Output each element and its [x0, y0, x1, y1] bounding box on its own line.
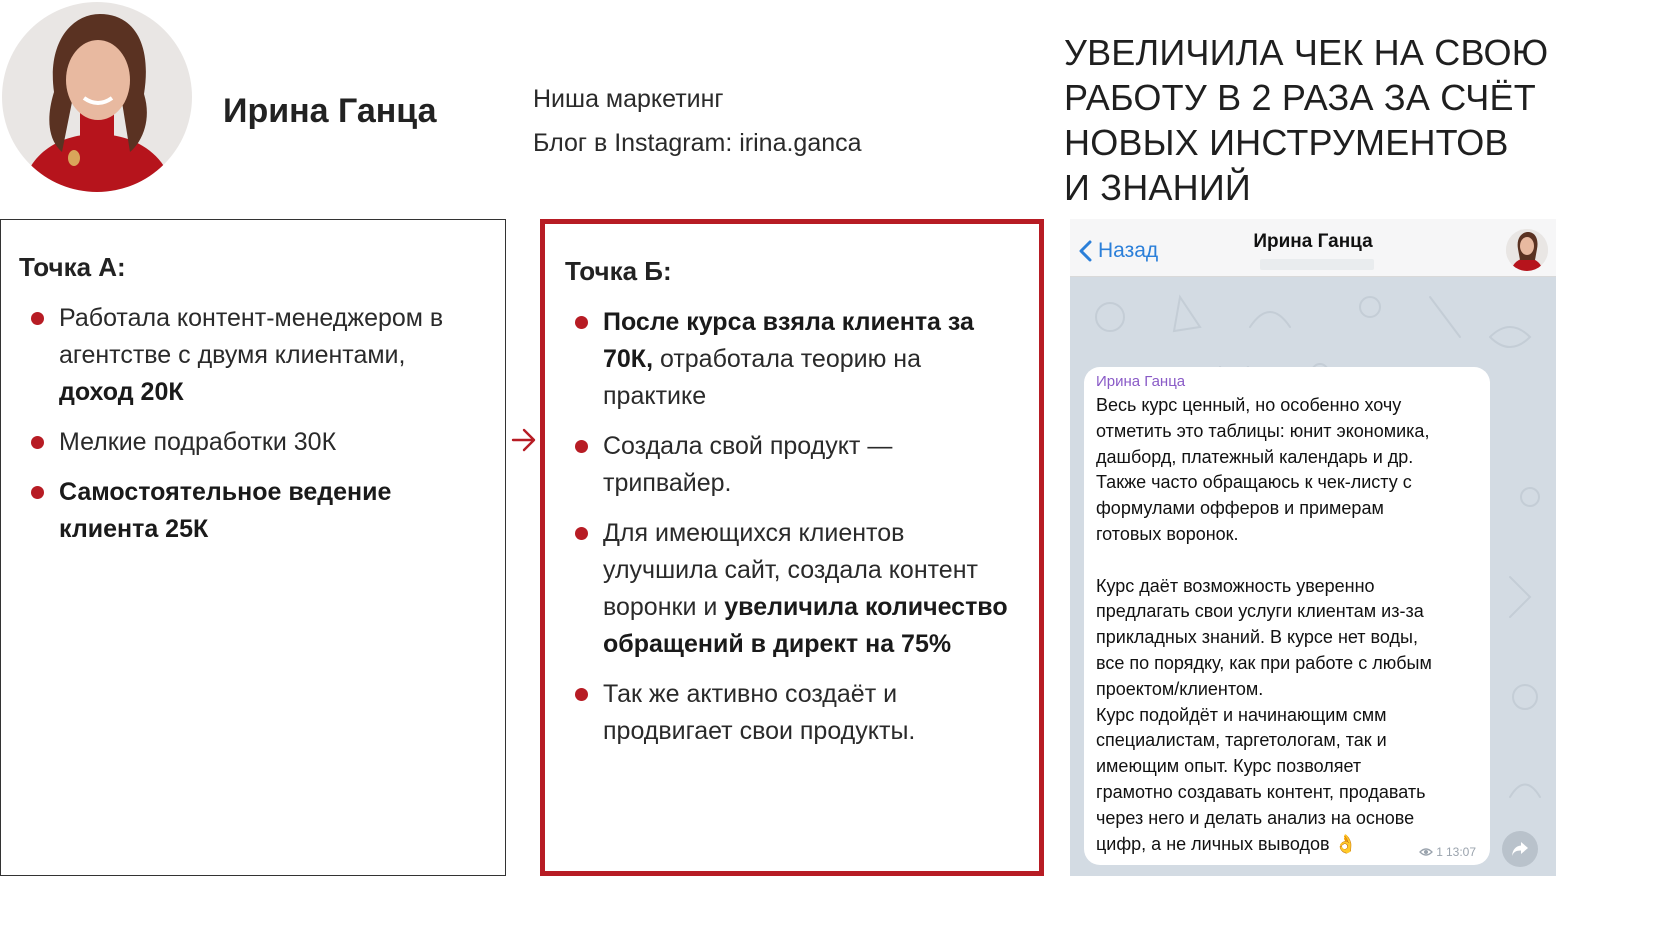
profile-photo [2, 2, 192, 192]
message-time: 13:07 [1445, 845, 1476, 859]
point-b-item-text: Так же активно создаёт и продвигает свои продукты. [603, 680, 916, 745]
niche-info [533, 77, 862, 165]
share-icon [1511, 841, 1529, 857]
point-a-item-text: Работала контент-менеджером в агентстве с двумя клиентами, [59, 304, 444, 369]
point-b-item [575, 676, 1015, 750]
arrow-right-icon [511, 426, 537, 454]
point-a-title: Точка А: [19, 252, 126, 282]
point-b-item [575, 428, 1015, 502]
point-b-item [575, 304, 1015, 415]
point-a-item-text: Мелкие подработки 30К [59, 428, 337, 456]
message-author: Ирина Ганца [1096, 373, 1186, 390]
headline-line-1: УВЕЛИЧИЛА ЧЕК НА СВОЮ [1064, 32, 1549, 73]
point-b-item-bold: увеличила количество обращений в директ на 75% [603, 593, 1008, 658]
headline-line-2: РАБОТУ В 2 РАЗА ЗА СЧЁТ [1064, 77, 1536, 118]
bullet-icon [31, 436, 44, 449]
point-b-item-bold: После курса взяла клиента за 70К, [603, 308, 974, 373]
person-name: Ирина Ганца [223, 92, 437, 130]
bullet-icon [31, 312, 44, 325]
point-b-list [575, 304, 1015, 763]
point-b-item [575, 515, 1015, 663]
bullet-icon [575, 316, 588, 329]
point-b-title: Точка Б: [565, 256, 672, 286]
chat-avatar-image [1506, 229, 1548, 271]
point-b-item-text: отработала теорию на практике [603, 345, 922, 410]
view-count: 1 [1436, 845, 1443, 859]
point-b-box [540, 219, 1044, 876]
point-a-item-bold: Самостоятельное ведение клиента 25К [59, 478, 392, 543]
bullet-icon [575, 527, 588, 540]
message-text: Весь курс ценный, но особенно хочу отметить это таблицы: юнит экономика, дашборд, платежный календарь и др. Также часто обращаюсь к чек-листу с формулами офферов и примерам готовых воронок. Курс даёт возможность уверенно предлагать свои услуги клиентам из-за прикладных знаний. В курсе нет воды, все по порядку, как при работе с любым проектом/клиентом. Курс подойдёт и начинающим смм специалистам, таргетологам, так и имеющим опыт. Курс позволяет грамотно создавать контент, продавать через него и делать анализ на основе цифр, а не личных выводов 👌 [1096, 395, 1432, 854]
back-label: Назад [1098, 239, 1159, 262]
point-a-item-bold: доход 20К [59, 378, 184, 406]
point-a-item [31, 300, 471, 411]
message-meta [1419, 845, 1476, 859]
message-bubble [1084, 367, 1490, 865]
headline [1064, 30, 1548, 210]
bullet-icon [31, 486, 44, 499]
profile-photo-image [2, 2, 192, 192]
bullet-icon [575, 688, 588, 701]
blog-label: Блог в Instagram: irina.ganca [533, 129, 862, 157]
headline-line-4: И ЗНАНИЙ [1064, 167, 1251, 208]
headline-line-3: НОВЫХ ИНСТРУМЕНТОВ [1064, 122, 1509, 163]
chat-avatar[interactable] [1506, 229, 1548, 271]
chat-screenshot [1070, 219, 1556, 876]
point-a-box [0, 219, 506, 876]
point-a-list [31, 300, 471, 561]
chat-top-bar [1070, 219, 1556, 277]
point-a-item [31, 474, 471, 548]
chat-status-placeholder [1260, 259, 1374, 270]
point-b-item-text: Создала свой продукт — трипвайер. [603, 432, 893, 497]
niche-label: Ниша маркетинг [533, 85, 724, 113]
chat-title: Ирина Ганца [1253, 231, 1373, 252]
bullet-icon [575, 440, 588, 453]
share-button[interactable] [1502, 831, 1538, 867]
point-a-item [31, 424, 471, 461]
point-b-item-text: Для имеющихся клиентов улучшила сайт, создала контент воронки и [603, 519, 978, 621]
eye-icon [1419, 847, 1433, 857]
